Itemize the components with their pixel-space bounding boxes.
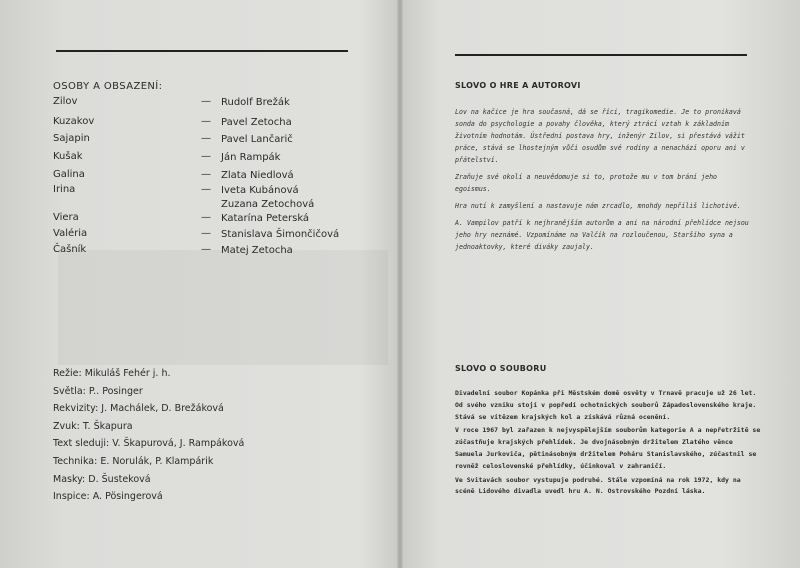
cast-row	[53, 184, 353, 212]
cast-dash: —	[201, 133, 211, 144]
cast-row	[53, 212, 353, 226]
ensemble-description	[455, 388, 763, 500]
crew-line: Světla: P.. Posinger	[53, 385, 143, 397]
cast-dash: —	[201, 184, 211, 195]
cast-heading: OSOBY A OBSAZENÍ:	[53, 81, 163, 92]
cast-role: Kuzakov	[53, 116, 95, 127]
cast-row	[53, 116, 353, 130]
cast-row	[53, 96, 353, 110]
cast-actor: Stanislava Šimončičová	[221, 229, 340, 240]
cast-row	[53, 151, 353, 165]
cast-actor: Rudolf Brežák	[221, 97, 290, 108]
cast-role: Irina	[53, 184, 76, 195]
crew-line: Inspice: A. Pösingerová	[53, 491, 163, 503]
play-description	[455, 106, 755, 258]
cast-actor: Matej Zetocha	[221, 245, 293, 256]
section-title-play: SLOVO O HRE A AUTOROVI	[455, 81, 581, 90]
paragraph: Zraňuje své okolí a neuvědomuje si to, protože mu v tom brání jeho egoismus.	[455, 173, 718, 193]
page-fold	[397, 0, 403, 568]
right-top-rule	[455, 54, 747, 56]
cast-actor: Ján Rampák	[221, 152, 281, 163]
cast-role: Valéria	[53, 228, 88, 239]
paragraph: Lov na kačice je hra současná, dá se říci, tragikomedie. Je to pronikavá sonda do psychologie a povahy člověka, který ztrácí vztah k základním životním hodnotám. Ústřední postava hry, inženýr Zilov, si přestává vážit práce, stává se lhostejným vůči osudům své rodiny a nenachází oporu ani v přátelství.	[455, 108, 745, 164]
cast-actor: Iveta Kubánová Zuzana Zetochová	[221, 185, 315, 210]
crew-line: Text sleduji: V. Škapurová, J. Rampáková	[53, 438, 245, 450]
paragraph: Ve Svitavách soubor vystupuje podruhé. Stále vzpomíná na rok 1972, kdy na scéně Lidového divadla uvedl hru A. N. Ostrovského Pozdní láska.	[455, 475, 741, 496]
cast-dash: —	[201, 212, 211, 223]
left-top-rule	[56, 50, 348, 52]
crew-line: Zvuk: T. Škapura	[53, 420, 133, 432]
cast-actor: Pavel Zetocha	[221, 117, 292, 128]
cast-role: Galina	[53, 169, 85, 180]
cast-actor: Katarína Peterská	[221, 213, 310, 224]
cast-role: Kušak	[53, 151, 83, 162]
show-through-shadow	[58, 250, 388, 365]
cast-dash: —	[201, 228, 211, 239]
cast-actor: Pavel Lančarič	[221, 134, 293, 145]
cast-role: Zilov	[53, 96, 78, 107]
paragraph: Hra nutí k zamyšlení a nastavuje nám zrcadlo, mnohdy nepříliš lichotivé.	[455, 202, 741, 210]
crew-line: Rekvizity: J. Machálek, D. Brežáková	[53, 403, 224, 415]
cast-row	[53, 169, 353, 183]
cast-actor: Zlata Niedlová	[221, 170, 294, 181]
paragraph: Divadelní soubor Kopánka při Městském domě osvěty v Trnavě pracuje už 26 let. Od svého vzniku stojí v popředí ochotnických souborů Západoslovenského kraje. Stává se vítězem krajských kol a získává různá ocenění.	[455, 389, 757, 421]
cast-dash: —	[201, 244, 211, 255]
cast-row	[53, 244, 353, 258]
crew-line: Masky: D. Šusteková	[53, 473, 151, 485]
cast-role: Čašník	[53, 244, 87, 255]
cast-role: Viera	[53, 212, 79, 223]
crew-line: Režie: Mikuláš Fehér j. h.	[53, 368, 171, 379]
section-title-ensemble: SLOVO O SOUBORU	[455, 364, 547, 373]
cast-row	[53, 133, 353, 147]
cast-row	[53, 228, 353, 242]
cast-dash: —	[201, 151, 211, 162]
cast-dash: —	[201, 96, 211, 107]
paragraph: A. Vampilov patří k nejhranějším autorům a ani na národní přehlídce nejsou jeho hry neznámé. Vzpomínáme na Valčík na rozloučenou, Staršího syna a jednoaktovky, které diváky zaujaly.	[455, 219, 749, 251]
paragraph: V roce 1967 byl zařazen k nejvyspělejším souborům kategorie A a nepřetržitě se zúčastňuje krajských přehlídek. Je dvojnásobným držitelem Zlatého věnce Samuela Jurkoviča, pětinásobným držitelem Poháru Stanislavského, zúčastnil se rovněž celoslovenské přehlídky, účinkoval v zahraničí.	[455, 426, 761, 470]
cast-dash: —	[201, 116, 211, 127]
crew-list	[53, 368, 244, 509]
crew-line: Technika: E. Norulák, P. Klampárik	[53, 455, 214, 467]
cast-dash: —	[201, 169, 211, 180]
cast-role: Sajapin	[53, 133, 90, 144]
